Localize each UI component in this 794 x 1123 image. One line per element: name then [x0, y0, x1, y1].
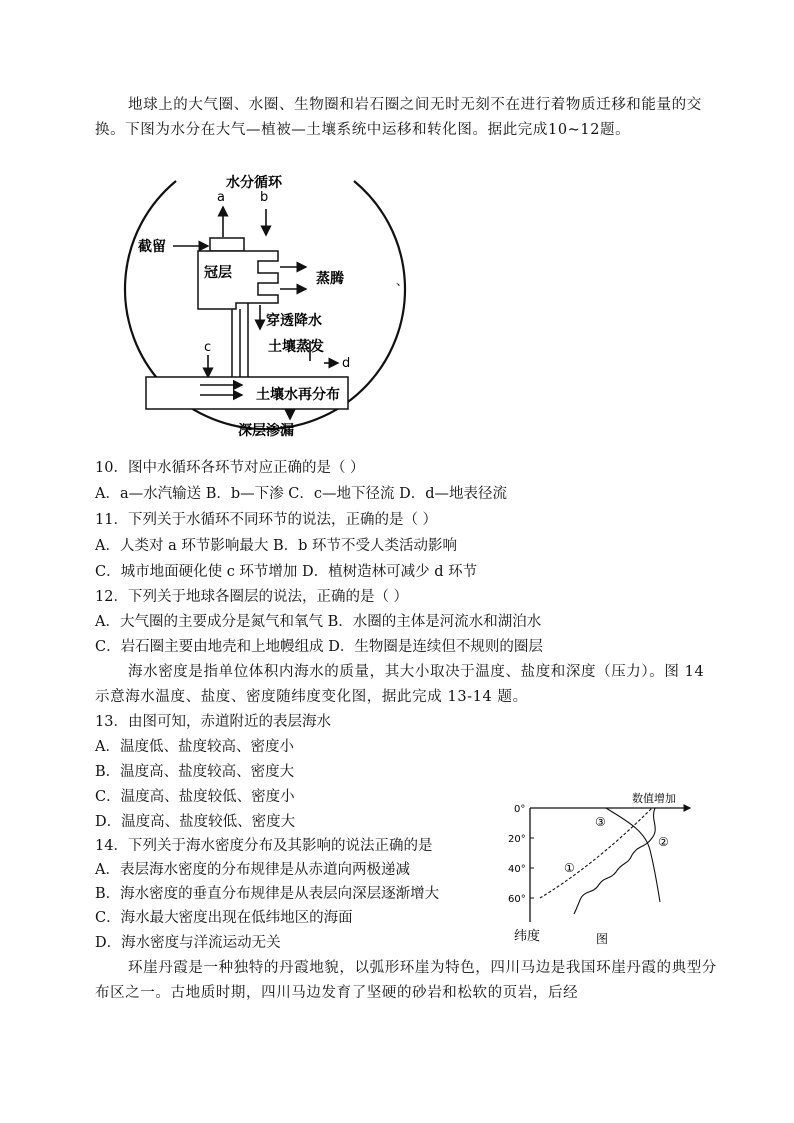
q10-stem: 10．图中水循环各环节对应正确的是（ ）: [95, 460, 365, 476]
q14-stem: 14．下列关于海水密度分布及其影响的说法正确的是: [95, 838, 433, 854]
label-soil-redistribution: 土壤水再分布: [256, 387, 340, 403]
q13-option-c: C．温度高、盐度较低、密度小: [95, 789, 295, 805]
label-intercept: 截留: [138, 239, 166, 255]
seawater-figure: [500, 790, 700, 955]
intro-paragraph-2: 海水密度是指单位体积内海水的质量，其大小取决于温度、盐度和深度（压力）。图 14 示意海水温度、盐度、密度随纬度变化图，据此完成 13-14 题。: [95, 664, 705, 705]
label-soil-evap: 土壤蒸发: [268, 339, 324, 355]
label-canopy: 冠层: [204, 265, 232, 281]
y-tick-60: 60°: [508, 894, 526, 905]
curve-3-wiggly: [574, 808, 655, 914]
q12-options-cd: C．岩石圈主要由地壳和上地幔组成 D．生物圈是连续但不规则的圈层: [95, 639, 543, 655]
q14-option-c: C．海水最大密度出现在低纬地区的海面: [95, 910, 353, 926]
intro-paragraph-1: 地球上的大气圈、水圈、生物圈和岩石圈之间无时无刻不在进行着物质迁移和能量的交换。下图为水分在大气—植被—土壤系统中运移和转化图。据此完成10~12题。: [95, 97, 702, 138]
figure-caption: 图: [596, 932, 609, 946]
x-axis-label: 数值增加: [632, 792, 676, 805]
y-tick-40: 40°: [508, 864, 526, 875]
label-evaporation: 蒸腾: [316, 271, 344, 287]
q14-option-b: B．海水密度的垂直分布规律是从表层向深层逐渐增大: [95, 886, 440, 902]
q10-options: A．a—水汽输送 B．b—下渗 C．c—地下径流 D．d—地表径流: [95, 486, 508, 502]
label-a: a: [217, 190, 225, 205]
label-d: d: [342, 356, 351, 371]
label-throughfall: 穿透降水: [266, 313, 322, 329]
diagram-title: 水分循环: [226, 175, 282, 191]
q11-options-ab: A．人类对 a 环节影响最大 B．b 环节不受人类活动影响: [95, 538, 457, 554]
tick-mark: 、: [396, 274, 409, 288]
q11-stem: 11．下列关于水循环不同环节的说法，正确的是（ ）: [95, 512, 438, 528]
y-tick-0: 0°: [514, 804, 526, 815]
water-cycle-diagram: [118, 163, 410, 453]
curve-label-3: ③: [595, 815, 606, 829]
q11-options-cd: C．城市地面硬化使 c 环节增加 D．植树造林可减少 d 环节: [95, 564, 478, 580]
label-c: c: [204, 340, 212, 355]
label-b: b: [260, 190, 269, 205]
q13-stem: 13．由图可知，赤道附近的表层海水: [95, 714, 331, 730]
curve-2-solid: [606, 808, 660, 902]
intro-paragraph-3: 环崖丹霞是一种独特的丹霞地貌，以弧形环崖为特色，四川马边是我国环崖丹霞的典型分布区之一。古地质时期，四川马边发育了坚硬的砂岩和松软的页岩，后经: [95, 960, 717, 1001]
q12-options-ab: A．大气圈的主要成分是氮气和氧气 B．水圈的主体是河流水和湖泊水: [95, 614, 542, 630]
q13-option-d: D．温度高、盐度较低、密度大: [95, 814, 296, 830]
q14-option-d: D．海水密度与洋流运动无关: [95, 935, 281, 951]
label-deep-leakage: 深层渗漏: [238, 423, 294, 439]
y-tick-20: 20°: [508, 834, 526, 845]
q13-option-b: B．温度高、盐度较高、密度大: [95, 764, 295, 780]
y-axis-label: 纬度: [514, 929, 541, 944]
q14-option-a: A．表层海水密度的分布规律是从赤道向两极递减: [95, 862, 410, 878]
curve-label-1: ①: [564, 861, 575, 875]
curve-label-2: ②: [658, 835, 669, 849]
q12-stem: 12．下列关于地球各圈层的说法，正确的是（ ）: [95, 589, 409, 605]
q13-option-a: A．温度低、盐度较高、密度小: [95, 739, 294, 755]
